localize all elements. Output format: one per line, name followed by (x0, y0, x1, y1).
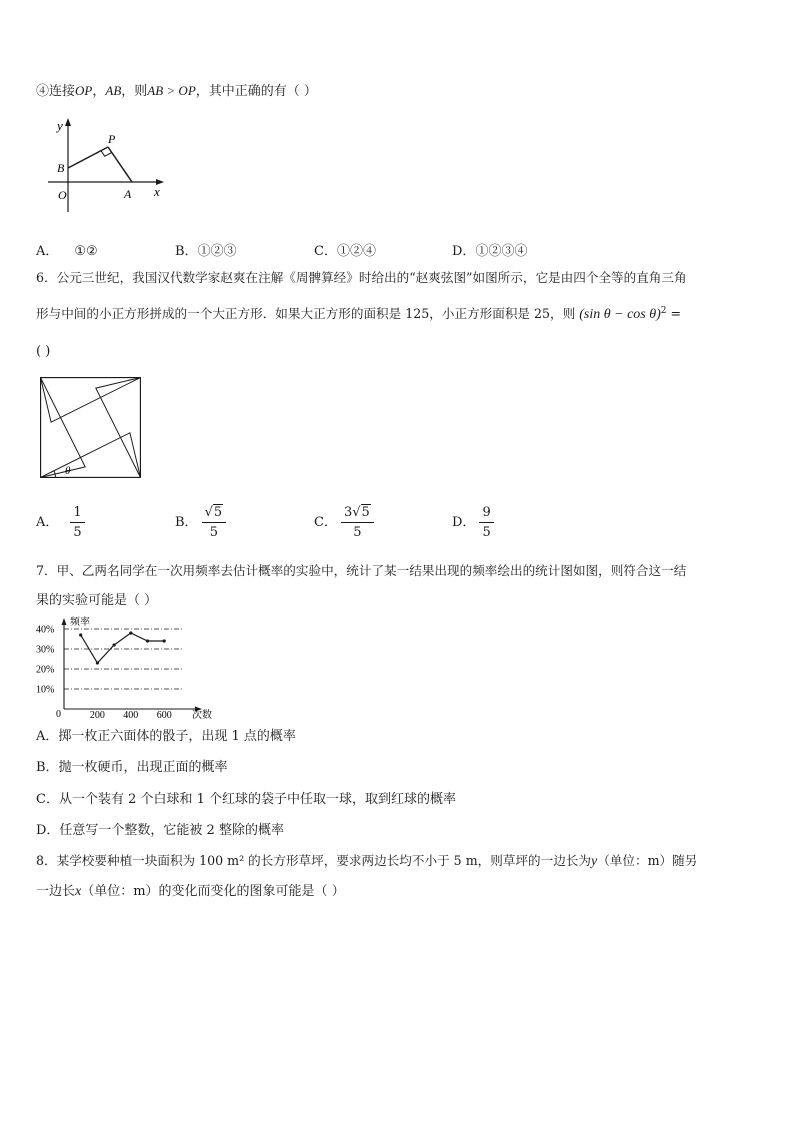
fraction-denominator: 5 (73, 525, 82, 540)
q8-stem-line1 (36, 855, 697, 869)
q6-stem-line2 (36, 307, 681, 322)
q7-option-b: B．抛一枚硬币，出现正面的概率 (36, 760, 228, 775)
data-point (79, 633, 82, 636)
option-letter: D． (452, 244, 476, 259)
right-triangle (41, 378, 141, 423)
q6-expression-exponent: 2 (660, 306, 667, 316)
data-point (129, 631, 132, 634)
chart-y-label: 频率 (70, 617, 90, 628)
x-tick-label: 200 (89, 710, 105, 721)
q5-option-c (314, 240, 376, 259)
y-tick-label: 40% (36, 624, 55, 636)
x-tick-label: 600 (156, 710, 172, 721)
y-tick-label: 10% (36, 684, 55, 696)
fraction-numerator: √5 (202, 505, 227, 523)
data-point (113, 643, 116, 646)
option-text: ①②④ (336, 244, 376, 259)
q5-option-b (175, 240, 237, 259)
fraction-denominator: 5 (209, 525, 218, 540)
fraction-numerator: 3√5 (341, 505, 374, 523)
q7-stem-line1: 7．甲、乙两名同学在一次用频率去估计概率的实验中，统计了某一结果出现的频率绘出的统计图如图，则符合这一结 (36, 563, 687, 578)
option-text: ①② (74, 244, 98, 259)
outer-square (41, 378, 141, 478)
q8-var-y: y (590, 854, 598, 869)
q8-stem-line1-text: 8．某学校要种植一块面积为 100 m² 的长方形草坪，要求两边长均不小于 5 m，则草坪的一边长为 (36, 853, 591, 868)
fraction-numerator: 1 (70, 505, 84, 523)
label-x: x (154, 184, 160, 199)
q5-option-d (452, 240, 527, 259)
y-axis-arrow-icon (65, 118, 71, 126)
label-theta: θ (65, 465, 71, 477)
radicand: 5 (361, 505, 370, 520)
x-tick-label: 400 (123, 710, 139, 721)
option-text: ①②③④ (475, 244, 528, 259)
q6-option-c (314, 505, 374, 540)
q7-option-a: A．掷一枚正六面体的骰子，出现 1 点的概率 (36, 729, 296, 744)
fraction (202, 505, 227, 540)
chart-y-axis-arrow-icon (62, 618, 67, 625)
q6-option-d (452, 505, 494, 540)
fraction (479, 505, 493, 540)
q7-option-c: C．从一个装有 2 个白球和 1 个红球的袋子中任取一球，取到红球的概率 (36, 792, 457, 807)
frequency-line-chart (34, 614, 219, 724)
q6-stem-line1: 6．公元三世纪，我国汉代数学家赵爽在注解《周髀算经》时给出的“赵爽弦图”如图所示，它是由四个全等的直角三角 (36, 270, 687, 285)
q8-stem-line2 (36, 885, 345, 899)
q5-item4-suffix: ，其中正确的有（ ） (195, 84, 317, 99)
radicand: 5 (213, 505, 223, 520)
fraction (341, 505, 374, 540)
q5-item4 (36, 84, 317, 98)
data-point (146, 639, 149, 642)
fraction (70, 505, 84, 540)
q7-option-d: D．任意写一个整数，它能被 2 整除的概率 (36, 823, 284, 838)
q5-coordinate-figure (40, 112, 180, 217)
q6-option-b (175, 505, 226, 540)
q5-item4-ab: AB (105, 83, 122, 98)
q5-option-a (36, 240, 98, 259)
data-point (96, 661, 99, 664)
chart-x-label: 次数 (192, 710, 212, 721)
q6-equals: = (670, 306, 682, 322)
y-tick-label: 20% (36, 664, 55, 676)
right-triangle (41, 433, 141, 478)
right-triangle (96, 378, 141, 478)
q5-item4-prefix: ④连接 (36, 84, 76, 99)
segment-bp (68, 147, 108, 168)
q7-stem-line2: 果的实验可能是（ ） (36, 593, 158, 608)
option-letter: D． (452, 515, 476, 530)
q8-stem-line2-text: 一边长 (36, 884, 76, 899)
label-b: B (57, 161, 65, 175)
fraction-denominator: 5 (353, 525, 362, 540)
label-a: A (124, 187, 132, 201)
q5-item4-sep2: ，则 (121, 84, 148, 99)
chart-origin-label: 0 (56, 709, 61, 720)
option-letter: A． (36, 244, 59, 259)
q6-answer-paren: ( ) (36, 344, 51, 359)
option-text: ①②③ (197, 244, 237, 259)
right-angle-mark (101, 151, 112, 157)
fraction-numerator: 9 (479, 505, 493, 523)
label-y: y (57, 118, 63, 133)
q6-option-a (36, 505, 85, 540)
option-letter: C． (314, 244, 337, 259)
label-o: O (58, 188, 67, 202)
q5-item4-sep1: ， (92, 84, 106, 99)
frequency-series-line (81, 633, 165, 663)
q8-stem-line2-tail: （单位：m）的变化而变化的图象可能是（ ） (81, 884, 345, 899)
y-tick-label: 30% (36, 644, 55, 656)
option-letter: B． (175, 244, 198, 259)
q6-expression: (sin θ − cos θ) (579, 307, 661, 323)
q5-item4-op: OP (75, 83, 93, 98)
fraction-denominator: 5 (482, 525, 491, 540)
q6-stem-line2-text: 形与中间的小正方形拼成的一个大正方形．如果大正方形的面积是 125，小正方形面积是 25，则 (36, 306, 576, 322)
option-letter: C． (314, 515, 337, 530)
right-triangle (41, 378, 86, 478)
q5-item4-relation: AB > OP (147, 83, 196, 98)
q8-stem-line1-tail: （单位：m）随另 (597, 853, 698, 868)
label-p: P (108, 132, 116, 146)
q8-var-x: x (75, 884, 82, 899)
data-point (163, 639, 166, 642)
zhao-shuang-diagram (40, 377, 141, 478)
option-letter: A． (36, 515, 59, 530)
option-letter: B． (175, 515, 198, 530)
